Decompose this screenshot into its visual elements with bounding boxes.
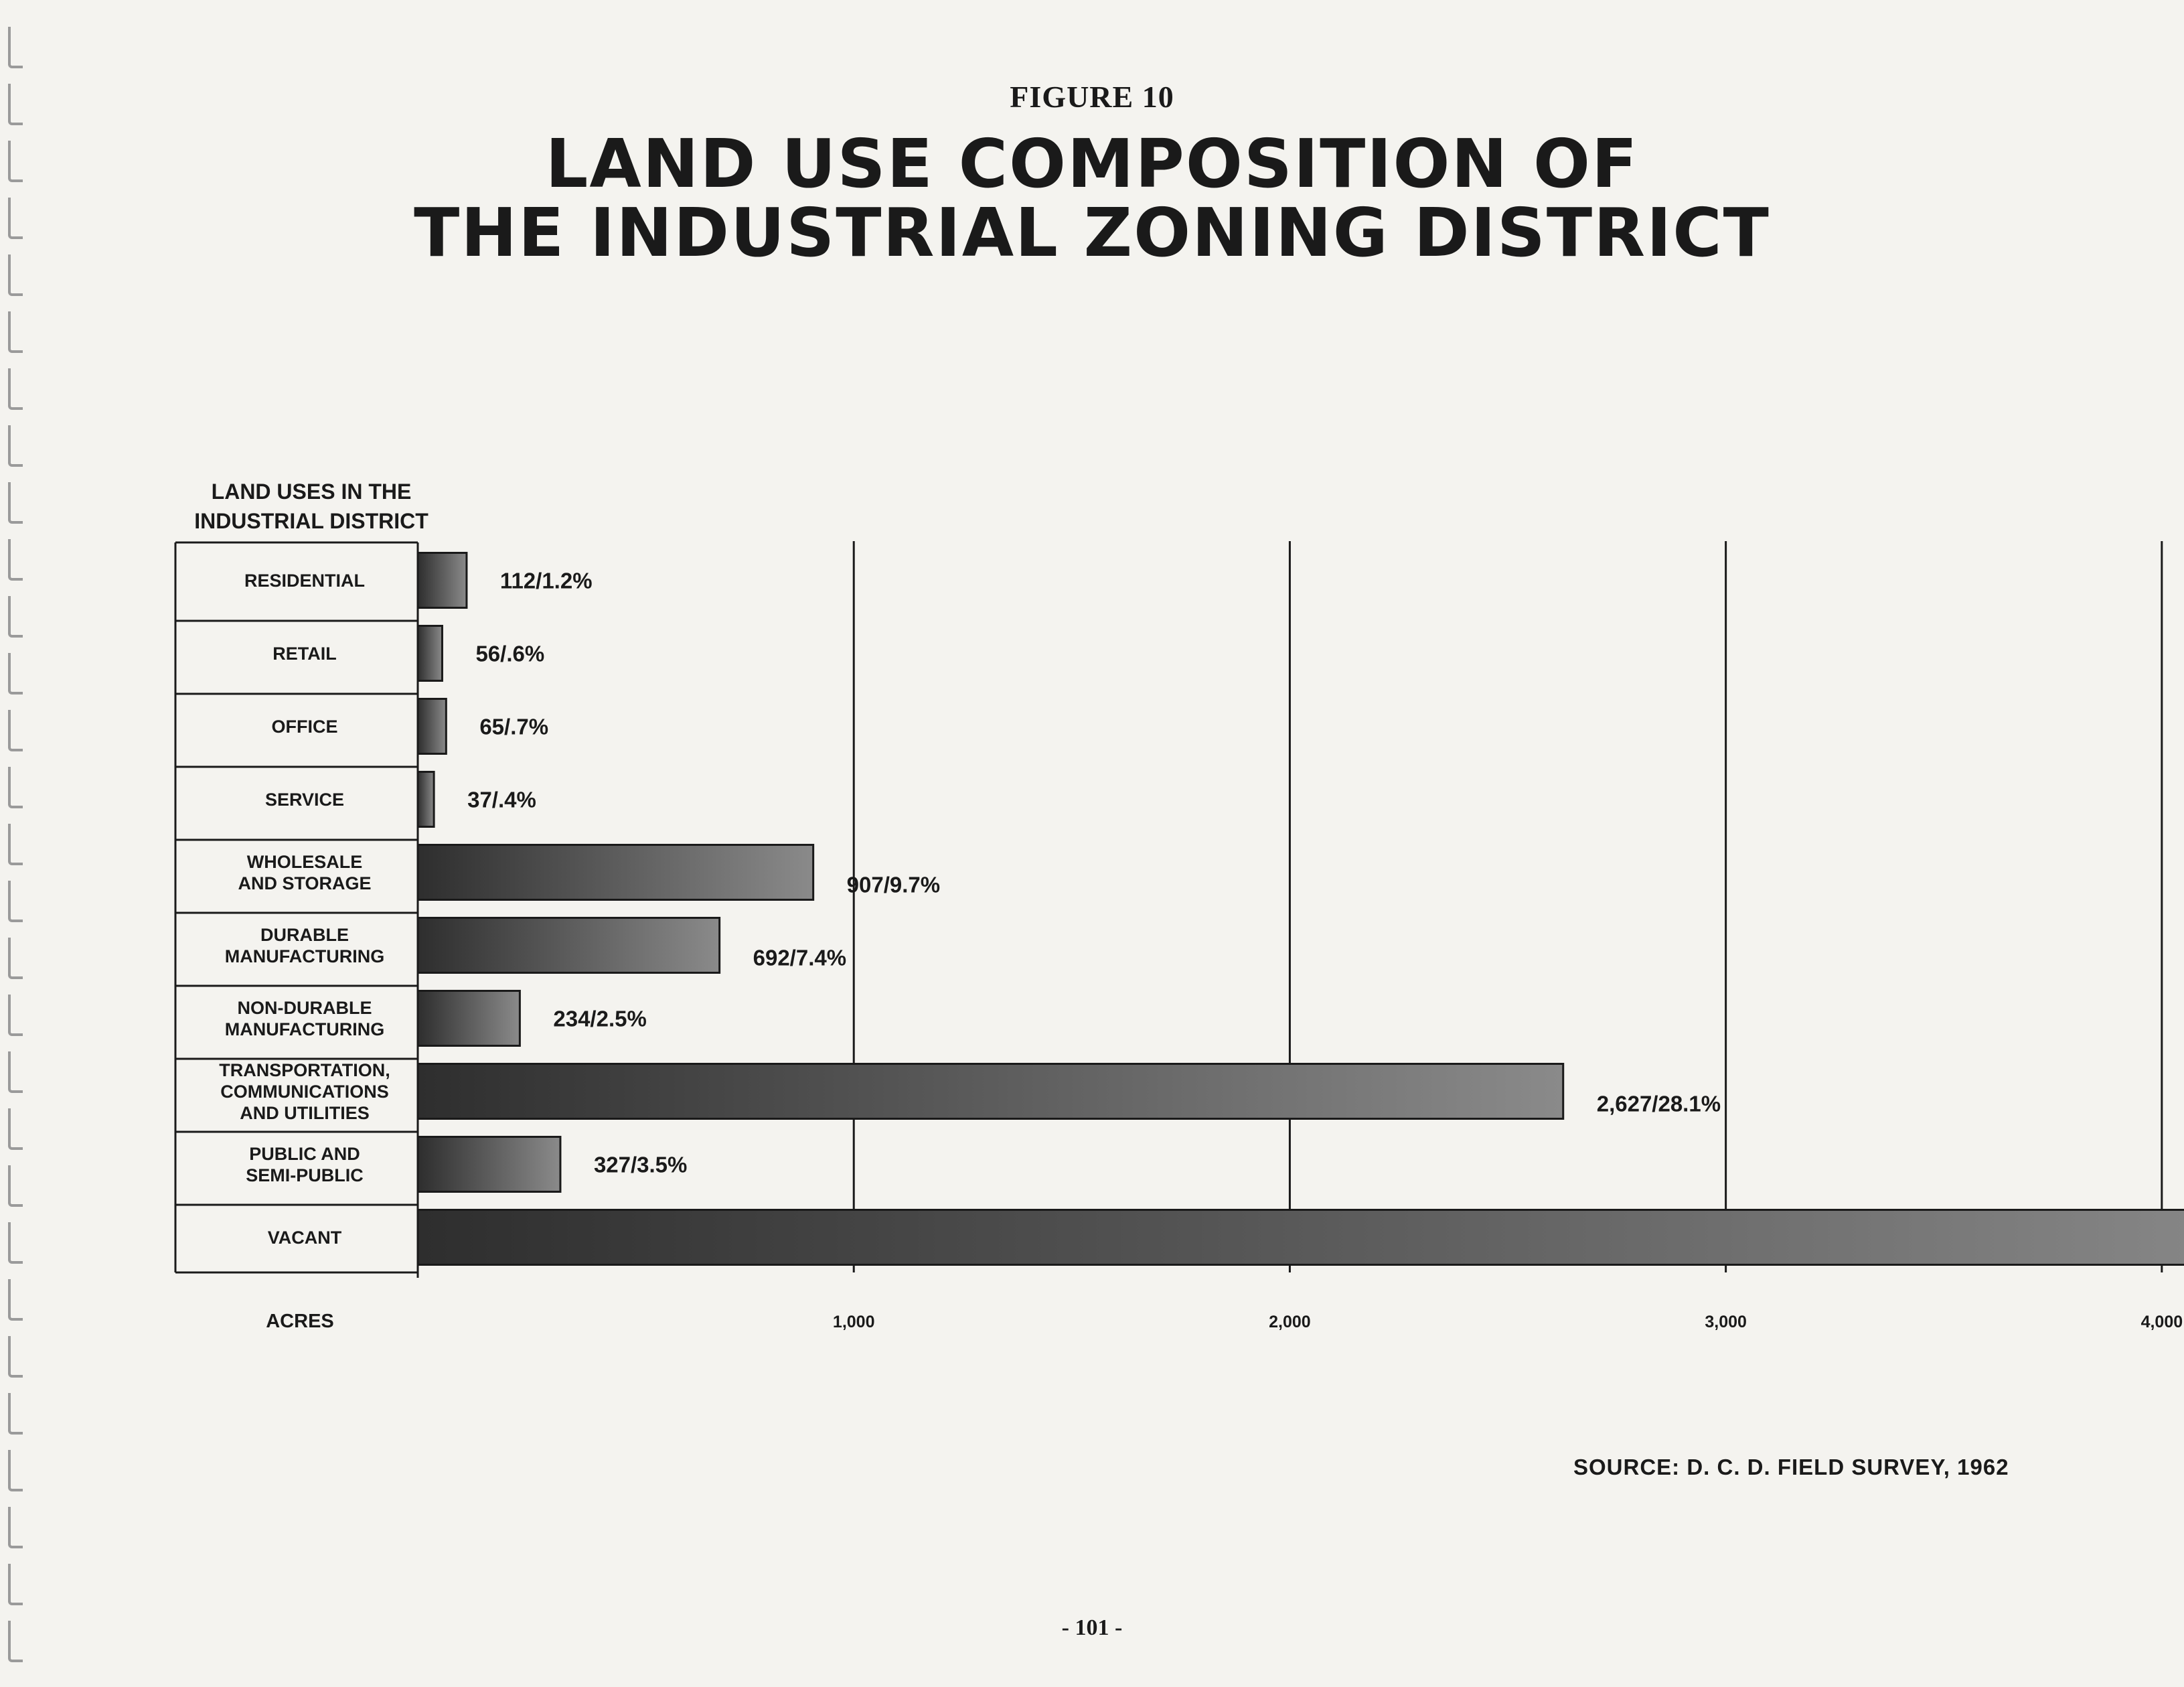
category-label-line: TRANSPORTATION, (219, 1059, 390, 1080)
bar-9 (418, 1210, 2184, 1265)
category-label-line: COMMUNICATIONS (220, 1081, 389, 1102)
category-label-line: PUBLIC AND (249, 1143, 360, 1164)
row-separators (175, 542, 418, 1278)
value-label-8: 327/3.5% (593, 1152, 688, 1177)
category-label-line: SEMI-PUBLIC (246, 1165, 364, 1185)
value-label-3: 37/.4% (467, 787, 536, 812)
value-label-4: 907/9.7% (846, 872, 941, 897)
page-number: - 101 - (1061, 1615, 1123, 1640)
category-label-line: MANUFACTURING (224, 946, 385, 966)
category-label-line: RESIDENTIAL (244, 570, 365, 591)
bar-3 (418, 772, 434, 827)
bar-6 (418, 991, 520, 1046)
bar-7 (418, 1064, 1563, 1119)
value-label-1: 56/.6% (475, 641, 545, 666)
category-header-line-1: LAND USES IN THE (211, 480, 412, 504)
source-note: SOURCE: D. C. D. FIELD SURVEY, 1962 (1573, 1455, 2009, 1479)
category-label-line: MANUFACTURING (224, 1019, 385, 1039)
category-label-line: AND STORAGE (238, 873, 372, 893)
value-label-5: 692/7.4% (753, 945, 847, 970)
x-tick-label: 2,000 (1269, 1313, 1311, 1331)
bar-4 (418, 845, 813, 900)
value-label-6: 234/2.5% (553, 1006, 647, 1031)
x-tick-label: 1,000 (832, 1313, 875, 1331)
value-label-2: 65/.7% (479, 714, 549, 739)
figure-label: FIGURE 10 (1010, 80, 1174, 114)
category-label-line: SERVICE (264, 789, 345, 810)
value-label-0: 112/1.2% (499, 568, 593, 593)
grid-lines (854, 541, 2162, 1272)
category-label-line: AND UTILITIES (240, 1102, 370, 1123)
category-label-line: NON-DURABLE (237, 997, 372, 1018)
bar-1 (418, 626, 442, 681)
bar-2 (418, 699, 446, 754)
x-tick-label: 3,000 (1705, 1313, 1747, 1331)
category-label-line: DURABLE (260, 924, 349, 945)
bar-5 (418, 918, 720, 973)
x-axis-label: ACRES (266, 1311, 334, 1332)
category-label-line: VACANT (267, 1227, 342, 1248)
chart-title-line-2: THE INDUSTRIAL ZONING DISTRICT (414, 194, 1770, 272)
category-label-line: RETAIL (272, 643, 337, 664)
category-label-line: WHOLESALE (246, 851, 363, 872)
x-tick-label: 4,000 (2140, 1313, 2183, 1331)
bar-0 (418, 553, 467, 608)
category-label-line: OFFICE (271, 716, 338, 737)
category-header-line-2: INDUSTRIAL DISTRICT (194, 509, 428, 533)
value-label-7: 2,627/28.1% (1596, 1091, 1721, 1116)
bar-8 (418, 1137, 560, 1192)
chart-title-line-1: LAND USE COMPOSITION OF (545, 125, 1639, 203)
